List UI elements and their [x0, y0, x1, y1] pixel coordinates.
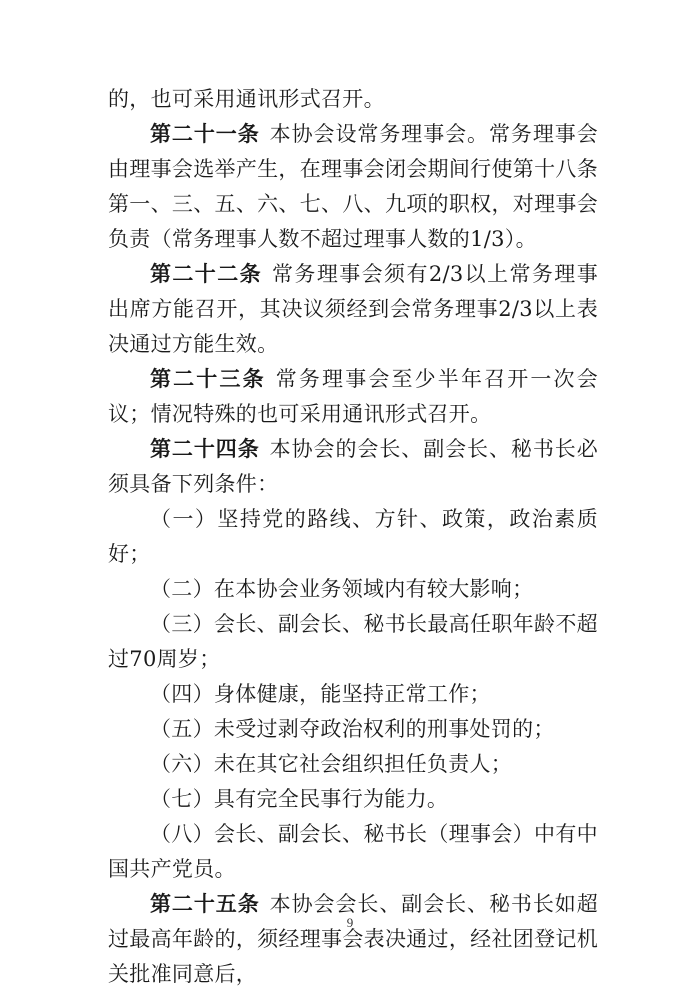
- article-text: 本协会的会长、副会长、秘书长必须具备下列条件：: [108, 437, 599, 496]
- article-title: 第二十二条: [150, 262, 263, 286]
- article-title: 第二十一条: [150, 122, 260, 146]
- article-22: [108, 257, 598, 362]
- article-24: [108, 432, 598, 502]
- article-text: 本协会会长、副会长、秘书长如超过最高年龄的，须经理事会表决通过，经社团登记机关批准同意后，: [108, 892, 599, 986]
- document-body: [108, 82, 598, 992]
- condition-item: （四）身体健康，能坚持正常工作；: [150, 682, 491, 706]
- article-25: [108, 887, 598, 992]
- article-text: 常务理事会至少半年召开一次会议；情况特殊的也可采用通讯形式召开。: [108, 367, 598, 426]
- article-text: 常务理事会须有2/3以上常务理事出席方能召开，其决议须经到会常务理事2/3以上表决通过方能生效。: [108, 262, 598, 356]
- article-23: [108, 362, 598, 432]
- condition-item: （三）会长、副会长、秘书长最高任职年龄不超过70周岁；: [108, 612, 598, 671]
- condition-item: （二）在本协会业务领域内有较大影响；: [150, 577, 534, 601]
- article-title: 第二十三条: [150, 367, 266, 391]
- continuation-paragraph: 的，也可采用通讯形式召开。: [108, 87, 385, 111]
- article-text: 本协会设常务理事会。常务理事会由理事会选举产生，在理事会闭会期间行使第十八条第一、三、五、六、七、八、九项的职权，对理事会负责（常务理事人数不超过理事人数的1/3）。: [108, 122, 599, 251]
- condition-item: （八）会长、副会长、秘书长（理事会）中有中国共产党员。: [108, 822, 598, 881]
- condition-item: （五）未受过剥夺政治权利的刑事处罚的；: [150, 717, 555, 741]
- article-title: 第二十四条: [150, 437, 260, 461]
- page-number: 9: [346, 915, 354, 930]
- article-title: 第二十五条: [150, 892, 260, 916]
- condition-item: （一）坚持党的路线、方针、政策，政治素质好；: [108, 507, 598, 566]
- condition-item: （七）具有完全民事行为能力。: [150, 787, 449, 811]
- condition-item: （六）未在其它社会组织担任负责人；: [150, 752, 513, 776]
- article-21: [108, 117, 598, 257]
